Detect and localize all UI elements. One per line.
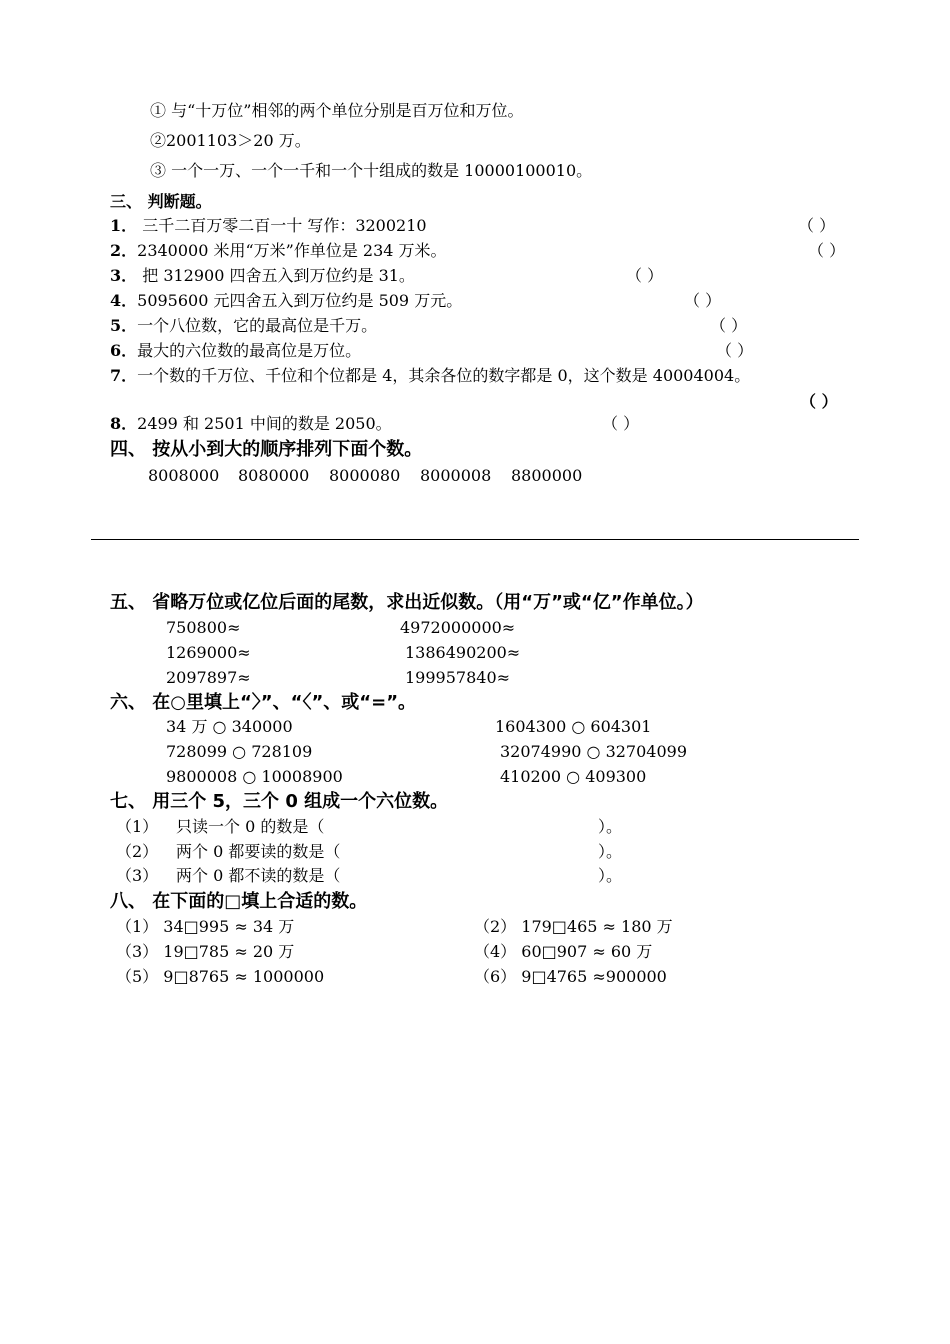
answer-paren[interactable]: （ ）	[710, 316, 748, 335]
compare-item: 728099 ○ 728109	[166, 742, 313, 761]
number-2: 8080000	[238, 466, 310, 485]
approx-item: 4972000000≈	[400, 618, 516, 637]
section-6-title: 六、 在○里填上“〉”、“〈”、或“=”。	[110, 692, 417, 713]
item-text: 一个数的千万位、千位和个位都是 4，其余各位的数字都是 0，这个数是 40004004。	[137, 366, 751, 385]
number-4: 8000008	[420, 466, 492, 485]
statement-1: ① 与“十万位”相邻的两个单位分别是百万位和万位。	[150, 101, 524, 120]
item-number: 2．	[110, 241, 138, 260]
item-number: 3．	[110, 266, 138, 285]
answer-paren[interactable]: （ ）	[808, 241, 846, 260]
fill-item: （5） 9□8765 ≈ 1000000	[116, 967, 325, 986]
sub-text: 两个 0 都不读的数是（	[176, 866, 341, 885]
item-text: 把 312900 四舍五入到万位约是 31。	[137, 266, 415, 285]
item-text: 2340000 米用“万米”作单位是 234 万米。	[137, 241, 447, 260]
section-4-title: 四、 按从小到大的顺序排列下面个数。	[110, 439, 423, 460]
section-5-title: 五、 省略万位或亿位后面的尾数，求出近似数。（用“万”或“亿”作单位。）	[110, 592, 704, 613]
item-number: 1．	[110, 216, 138, 235]
item-text: 2499 和 2501 中间的数是 2050。	[137, 414, 392, 433]
compare-item: 32074990 ○ 32704099	[500, 742, 688, 761]
fill-item: （4） 60□907 ≈ 60 万	[474, 942, 653, 961]
item-number: 5．	[110, 316, 138, 335]
section-3-title: 三、 判断题。	[110, 192, 212, 211]
section-7-title: 七、 用三个 5，三个 0 组成一个六位数。	[110, 791, 449, 812]
sub-close: ）。	[598, 866, 623, 885]
item-text: 最大的六位数的最高位是万位。	[137, 341, 362, 360]
judge-item-4	[110, 291, 462, 311]
fill-item: （3） 19□785 ≈ 20 万	[116, 942, 295, 961]
judge-item-2	[110, 241, 447, 261]
approx-item: 750800≈	[166, 618, 241, 637]
sub-number: （1）	[116, 817, 159, 836]
sub-text: 只读一个 0 的数是（	[176, 817, 325, 836]
item-text: 一个八位数，它的最高位是千万。	[137, 316, 378, 335]
fill-item: （1） 34□995 ≈ 34 万	[116, 917, 295, 936]
item-number: 6．	[110, 341, 138, 360]
approx-item: 1269000≈	[166, 643, 251, 662]
item-text: 5095600 元四舍五入到万位约是 509 万元。	[137, 291, 463, 310]
fill-item: （2） 179□465 ≈ 180 万	[474, 917, 673, 936]
item-number: 7．	[110, 366, 138, 385]
approx-item: 1386490200≈	[405, 643, 521, 662]
answer-paren[interactable]: （ ）	[800, 392, 838, 411]
answer-paren[interactable]: （ ）	[626, 266, 664, 285]
approx-item: 2097897≈	[166, 668, 251, 687]
sub-number: （3）	[116, 866, 159, 885]
number-5: 8800000	[511, 466, 583, 485]
answer-paren[interactable]: （ ）	[716, 341, 754, 360]
judge-item-6	[110, 341, 361, 361]
judge-item-7	[110, 366, 750, 386]
answer-paren[interactable]: （ ）	[684, 291, 722, 310]
item-number: 4．	[110, 291, 138, 310]
sub-close: ）。	[598, 842, 623, 861]
judge-item-1	[110, 216, 427, 236]
sub-close: ）。	[598, 817, 623, 836]
answer-paren[interactable]: （ ）	[602, 414, 640, 433]
page-divider	[91, 539, 859, 540]
item-number: 8．	[110, 414, 138, 433]
statement-2: ②2001103＞20 万。	[150, 131, 311, 150]
judge-item-5	[110, 316, 377, 336]
sub-number: （2）	[116, 842, 159, 861]
judge-item-3	[110, 266, 415, 286]
judge-item-8	[110, 414, 392, 434]
statement-3: ③ 一个一万、一个一千和一个十组成的数是 10000100010。	[150, 161, 593, 180]
compare-item: 410200 ○ 409300	[500, 767, 647, 786]
answer-paren[interactable]: （ ）	[798, 216, 836, 235]
number-3: 8000080	[329, 466, 401, 485]
compare-item: 34 万 ○ 340000	[166, 717, 293, 736]
item-text: 三千二百万零二百一十 写作：3200210	[137, 216, 427, 235]
compare-item: 9800008 ○ 10008900	[166, 767, 343, 786]
compare-item: 1604300 ○ 604301	[495, 717, 652, 736]
number-1: 8008000	[148, 466, 220, 485]
sub-text: 两个 0 都要读的数是（	[176, 842, 341, 861]
fill-item: （6） 9□4765 ≈900000	[474, 967, 667, 986]
approx-item: 199957840≈	[405, 668, 511, 687]
section-8-title: 八、 在下面的□填上合适的数。	[110, 891, 368, 912]
